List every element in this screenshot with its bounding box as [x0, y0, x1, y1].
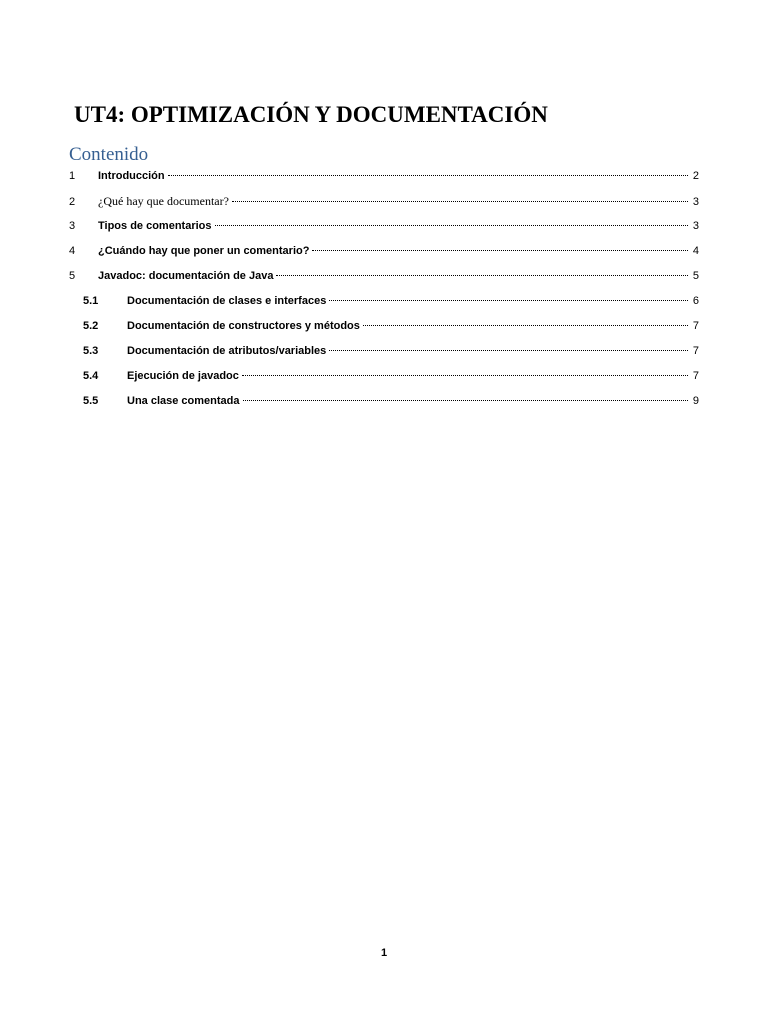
toc-entry-title: ¿Qué hay que documentar?: [98, 194, 229, 208]
document-title: UT4: OPTIMIZACIÓN Y DOCUMENTACIÓN: [74, 102, 548, 127]
toc-leader-dots: [276, 274, 688, 276]
toc-leader-dots: [329, 349, 688, 351]
page-number: 1: [380, 947, 388, 959]
toc-entry-number: 5.4: [83, 370, 99, 382]
toc-entry-number: 1: [69, 170, 76, 182]
toc-entry-number: 2: [69, 196, 76, 208]
toc-entry-5-2[interactable]: [69, 316, 699, 341]
toc-entry-page: 3: [692, 220, 699, 232]
toc-leader-dots: [243, 399, 689, 401]
toc-entry-2[interactable]: [69, 191, 699, 216]
toc-entry-page: 6: [692, 295, 699, 307]
toc-leader-dots: [168, 174, 688, 176]
toc-entry-title: Javadoc: documentación de Java: [98, 270, 274, 282]
toc-entry-3[interactable]: [69, 216, 699, 241]
toc-entry-page: 9: [692, 395, 699, 407]
toc-entry-title: Introducción: [98, 170, 165, 182]
toc-leader-dots: [215, 224, 689, 226]
toc-leader-dots: [232, 200, 688, 202]
toc-entry-title: Tipos de comentarios: [98, 220, 212, 232]
toc-entry-4[interactable]: [69, 241, 699, 266]
toc-entry-1[interactable]: [69, 166, 699, 191]
toc-leader-dots: [312, 249, 688, 251]
toc-leader-dots: [329, 299, 688, 301]
toc-entry-number: 5.1: [83, 295, 99, 307]
toc-entry-5[interactable]: [69, 266, 699, 291]
toc-entry-title: Documentación de clases e interfaces: [127, 295, 327, 307]
toc-entry-5-4[interactable]: [69, 366, 699, 391]
table-of-contents: [69, 166, 699, 416]
toc-leader-dots: [242, 374, 688, 376]
toc-entry-page: 2: [692, 170, 699, 182]
toc-entry-number: 5.5: [83, 395, 99, 407]
toc-entry-page: 4: [692, 245, 699, 257]
toc-entry-page: 5: [692, 270, 699, 282]
toc-entry-title: Ejecución de javadoc: [127, 370, 239, 382]
toc-entry-number: 5.2: [83, 320, 99, 332]
toc-leader-dots: [363, 324, 688, 326]
toc-entry-page: 7: [692, 370, 699, 382]
toc-entry-5-5[interactable]: [69, 391, 699, 416]
toc-entry-title: ¿Cuándo hay que poner un comentario?: [98, 245, 310, 257]
toc-entry-title: Documentación de constructores y métodos: [127, 320, 360, 332]
toc-entry-page: 3: [692, 196, 699, 208]
toc-entry-number: 4: [69, 245, 76, 257]
toc-entry-5-3[interactable]: [69, 341, 699, 366]
toc-heading: Contenido: [69, 144, 149, 165]
toc-entry-number: 5.3: [83, 345, 99, 357]
toc-entry-title: Una clase comentada: [127, 395, 240, 407]
toc-entry-title: Documentación de atributos/variables: [127, 345, 327, 357]
toc-entry-number: 3: [69, 220, 76, 232]
toc-entry-number: 5: [69, 270, 76, 282]
toc-entry-page: 7: [692, 345, 699, 357]
toc-entry-5-1[interactable]: [69, 291, 699, 316]
toc-entry-page: 7: [692, 320, 699, 332]
